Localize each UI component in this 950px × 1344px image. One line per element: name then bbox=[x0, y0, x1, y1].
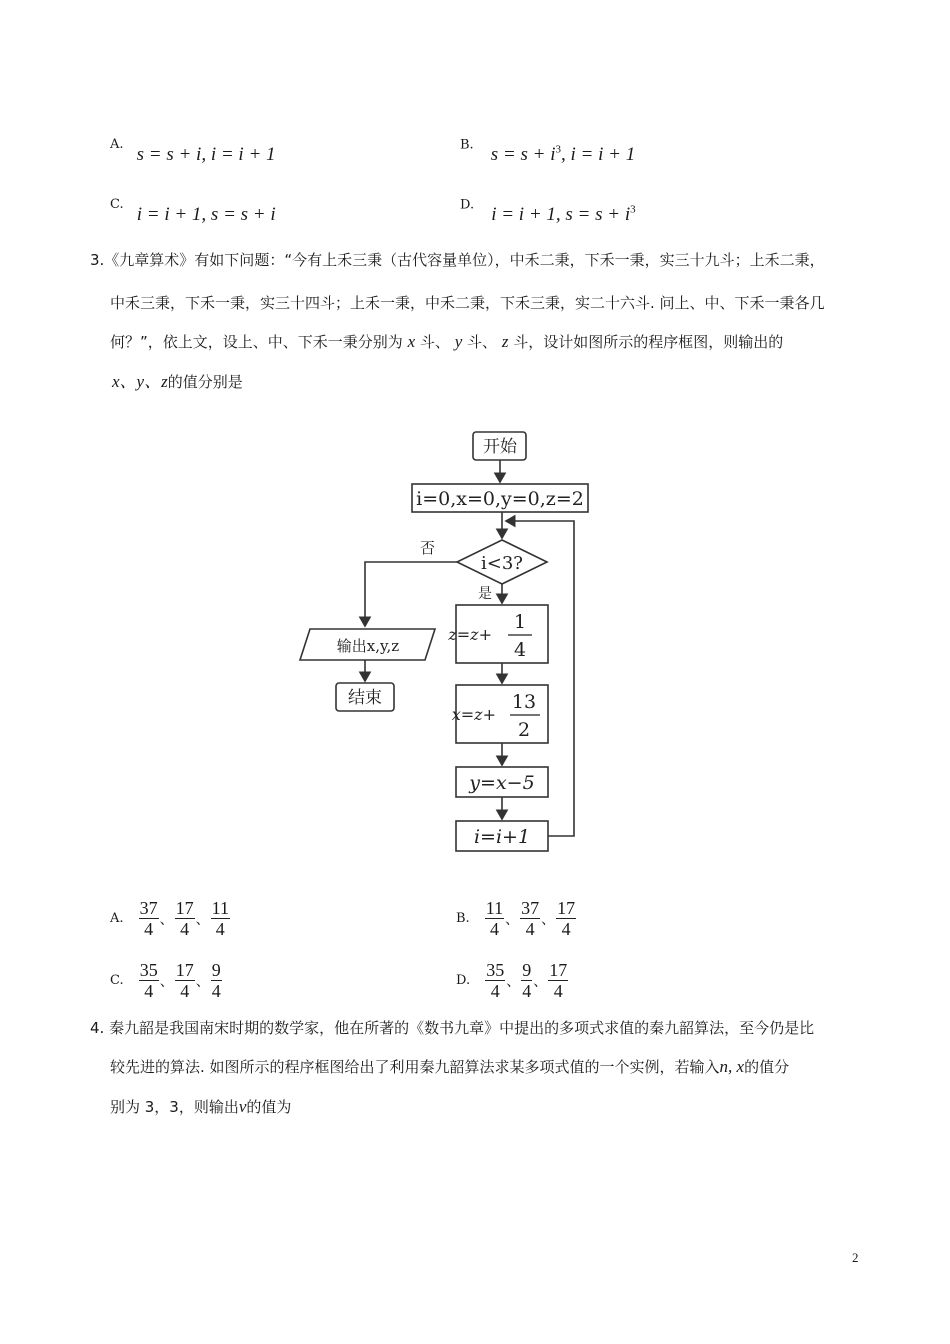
q3-line-3 bbox=[110, 332, 783, 352]
denominator: 4 bbox=[211, 981, 221, 1001]
fraction bbox=[211, 898, 230, 939]
q4-line-3-var: v bbox=[238, 1097, 247, 1116]
fraction bbox=[548, 960, 568, 1001]
var-x: x bbox=[407, 332, 416, 351]
exponent: 3 bbox=[630, 204, 636, 216]
expr-pre: s = s + i bbox=[490, 144, 556, 166]
q4-line-1: 4. 秦九韶是我国南宋时期的数学家，他在所著的《数书九章》中提出的多项式求值的秦九韶算法，至今仍是比 bbox=[90, 1019, 815, 1037]
q3-option-c bbox=[110, 960, 222, 1001]
q3-line-4 bbox=[112, 372, 243, 392]
expr-post: , i = i + 1 bbox=[561, 144, 636, 166]
fraction bbox=[485, 960, 505, 1001]
separator: 、 bbox=[541, 911, 556, 928]
exponent: 3 bbox=[555, 144, 561, 156]
q3-line-3-a: 何？”，依上文，设上、中、下禾一秉分别为 bbox=[110, 333, 403, 351]
step4-text: i=i+1 bbox=[473, 826, 531, 848]
denominator: 4 bbox=[489, 919, 499, 939]
denominator: 4 bbox=[525, 919, 535, 939]
option-fracs bbox=[485, 960, 568, 1001]
q4-line-2-vars: n, x bbox=[719, 1057, 745, 1076]
q3-option-a bbox=[110, 898, 230, 939]
separator: 、 bbox=[505, 911, 520, 928]
numerator: 17 bbox=[549, 960, 568, 980]
option-expr bbox=[491, 144, 635, 165]
q4-line-3-a: 别为 3，3，则输出 bbox=[110, 1098, 239, 1116]
option-label: D. bbox=[456, 973, 471, 988]
numerator: 17 bbox=[557, 898, 576, 918]
q3-option-d bbox=[456, 960, 568, 1001]
q3-line-4-tail: 的值分别是 bbox=[167, 373, 243, 391]
var-z: z bbox=[501, 332, 509, 351]
numerator: 11 bbox=[211, 898, 229, 918]
option-label: A. bbox=[110, 137, 124, 152]
page-number: 2 bbox=[852, 1250, 859, 1265]
option-expr bbox=[491, 204, 635, 225]
numerator: 35 bbox=[139, 960, 158, 980]
q2-option-c bbox=[110, 192, 276, 225]
dou-1: 斗、 bbox=[419, 333, 450, 351]
q3-line-3-b: 斗，设计如图所示的程序框图，则输出的 bbox=[513, 333, 784, 351]
option-label: B. bbox=[460, 137, 474, 153]
separator: 、 bbox=[506, 973, 521, 990]
separator: 、 bbox=[533, 973, 548, 990]
numerator: 17 bbox=[175, 960, 194, 980]
q4-line-2-b: 的值分 bbox=[744, 1058, 790, 1076]
numerator: 37 bbox=[139, 898, 158, 918]
denominator: 4 bbox=[553, 981, 563, 1001]
option-label: C. bbox=[110, 973, 124, 988]
end-text: 结束 bbox=[348, 688, 382, 708]
numerator: 17 bbox=[175, 898, 194, 918]
fraction bbox=[556, 898, 576, 939]
numerator: 37 bbox=[521, 898, 540, 918]
q2-option-d bbox=[460, 192, 636, 226]
option-label: A. bbox=[110, 911, 124, 926]
step1-num: 1 bbox=[513, 611, 527, 633]
numerator: 9 bbox=[211, 960, 221, 980]
yes-label: 是 bbox=[478, 586, 492, 602]
fraction bbox=[485, 898, 504, 939]
fraction bbox=[139, 898, 159, 939]
q3-option-b bbox=[456, 898, 576, 939]
option-fracs bbox=[485, 898, 576, 939]
step2-den: 2 bbox=[517, 719, 531, 741]
option-label: D. bbox=[460, 197, 475, 213]
fraction bbox=[175, 960, 195, 1001]
fraction bbox=[211, 960, 222, 1001]
denominator: 4 bbox=[144, 919, 154, 939]
step1-den: 4 bbox=[513, 639, 527, 661]
option-expr: i = i + 1, s = s + i bbox=[136, 204, 276, 225]
numerator: 11 bbox=[485, 898, 504, 918]
dou-2: 斗、 bbox=[467, 333, 498, 351]
separator: 、 bbox=[195, 973, 210, 990]
separator: 、 bbox=[195, 911, 210, 928]
denominator: 4 bbox=[180, 981, 190, 1001]
flowchart bbox=[290, 420, 610, 865]
init-text: i=0,x=0,y=0,z=2 bbox=[416, 488, 584, 510]
fraction bbox=[175, 898, 195, 939]
denominator: 4 bbox=[522, 981, 532, 1001]
denominator: 4 bbox=[180, 919, 190, 939]
option-label: B. bbox=[456, 911, 470, 926]
step3-text: y=x−5 bbox=[469, 772, 535, 794]
q2-option-b bbox=[460, 132, 636, 166]
denominator: 4 bbox=[215, 919, 225, 939]
denominator: 4 bbox=[144, 981, 154, 1001]
fraction bbox=[521, 960, 532, 1001]
expr-pre: i = i + 1, s = s + i bbox=[491, 204, 631, 226]
var-y: y bbox=[454, 332, 463, 351]
option-label: C. bbox=[110, 197, 124, 212]
fraction bbox=[139, 960, 159, 1001]
output-text: 输出x,y,z bbox=[336, 637, 400, 655]
q2-option-a bbox=[110, 132, 276, 165]
q3-line-1: 3.《九章算术》有如下问题：“今有上禾三秉（古代容量单位），中禾二秉，下禾一秉，实三十九斗；上禾二秉， bbox=[90, 251, 825, 269]
start-text: 开始 bbox=[483, 437, 517, 457]
cond-text: i<3? bbox=[481, 553, 523, 574]
numerator: 35 bbox=[486, 960, 505, 980]
q3-line-2: 中禾三秉，下禾一秉，实三十四斗；上禾一秉，中禾二秉，下禾三秉，实二十六斗. 问上、中、下禾一秉各几 bbox=[110, 294, 825, 312]
option-fracs bbox=[139, 960, 222, 1001]
q3-line-4-vars: x、y、z bbox=[112, 372, 168, 391]
fraction bbox=[520, 898, 540, 939]
denominator: 4 bbox=[490, 981, 500, 1001]
q4-line-2 bbox=[110, 1057, 789, 1077]
separator: 、 bbox=[159, 973, 174, 990]
option-fracs bbox=[139, 898, 230, 939]
step2-pre: x=z+ bbox=[451, 705, 496, 724]
q4-line-2-a: 较先进的算法. 如图所示的程序框图给出了利用秦九韶算法求某多项式值的一个实例，若输入 bbox=[110, 1058, 720, 1076]
q4-line-3 bbox=[110, 1097, 291, 1117]
step1-pre: z=z+ bbox=[448, 625, 492, 644]
separator: 、 bbox=[159, 911, 174, 928]
no-label: 否 bbox=[420, 539, 436, 557]
q4-line-3-b: 的值为 bbox=[246, 1098, 292, 1116]
denominator: 4 bbox=[561, 919, 571, 939]
numerator: 9 bbox=[522, 960, 532, 980]
step2-num: 13 bbox=[511, 691, 537, 713]
option-expr: s = s + i, i = i + 1 bbox=[136, 144, 276, 165]
